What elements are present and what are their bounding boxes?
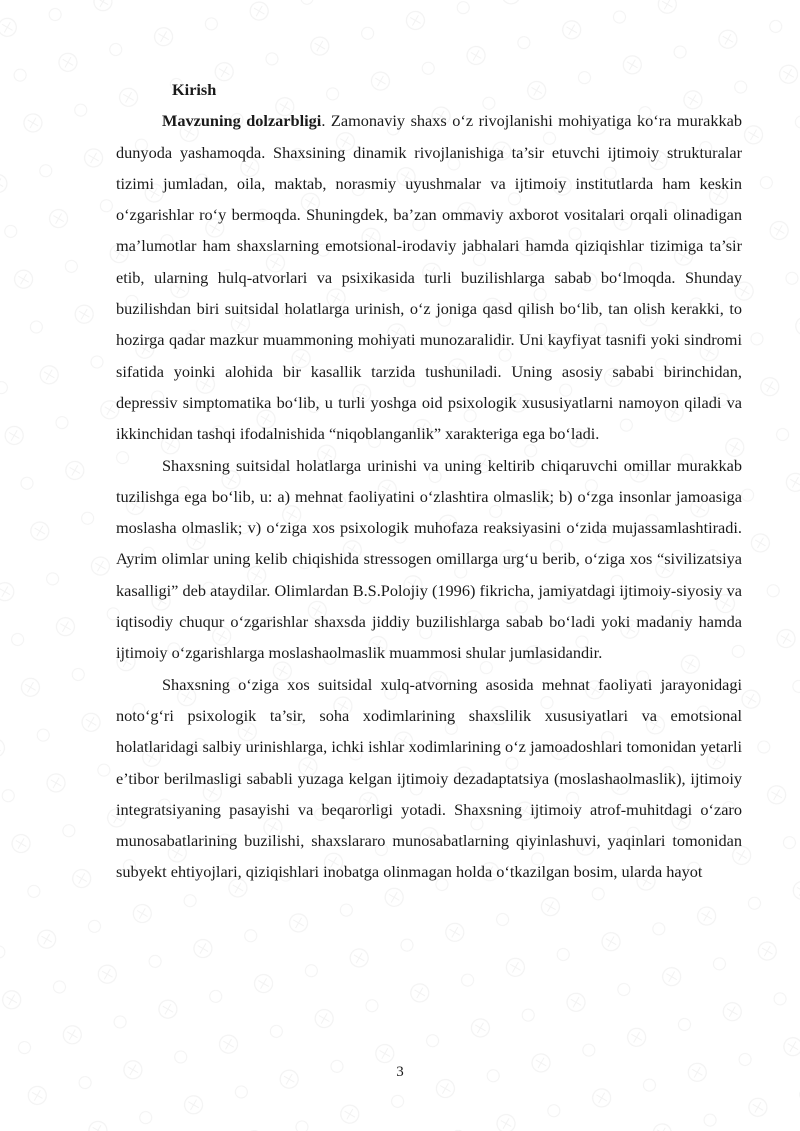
- page-number: 3: [396, 1064, 404, 1080]
- paragraph-3: Shaxsning o‘ziga xos suitsidal xulq-atvorning asosida mehnat faoliyati jarayonidagi noto‘g‘ri psixologik ta’sir, soha xodimlarining shaxslilik xususiyatlari va emotsional holatlaridagi salbiy urinishlarga, ichki ishlar xodimlarining o‘z jamoadoshlari tomonidan yetarli e’tibor berilmasligi sababli yuzaga kelgan ijtimoiy dezadaptatsiya (moslashaolmaslik), ijtimoiy integratsiyaning pasayishi va beqarorligi yotadi. Shaxsning ijtimoiy atrof-muhitdagi o‘zaro munosabatlarining buzilishi, shaxslararo munosabatlarning qiyinlashuvi, yaqinlari tomonidan subyekt ehtiyojlari, qiziqishlari inobatga olinmagan holda o‘tkazilgan bosim, ularda hayot: [116, 674, 742, 882]
- section-heading: Kirish: [172, 80, 217, 99]
- paragraph-2: Shaxsning suitsidal holatlarga urinishi va uning keltirib chiqaruvchi omillar murakkab tuzilishga ega bo‘lib, u: a) mehnat faoliyatini o‘zlashtira olmaslik; b) o‘zga insonlar jamoasiga moslasha olmaslik; v) o‘ziga xos psixologik muhofaza reaksiyasini o‘zida mujassamlashtiradi. Ayrim olimlar uning kelib chiqishida stressogen omillarga urg‘u berib, o‘ziga xos “sivilizatsiya kasalligi” deb ataydilar. Olimlardan B.S.Polojiy (1996) fikricha, jamiyatdagi ijtimoiy-siyosiy va iqtisodiy chuqur o‘zgarishlar shaxsda jiddiy buzilishlarga sabab bo‘ladi yoki madaniy hamda ijtimoiy o‘zgarishlarga moslashaolmaslik muammosi shular jumlasidandir.: [116, 455, 742, 663]
- document-page: [116, 74, 742, 888]
- paragraph-lead: Mavzuning dolzarbligi: [162, 111, 322, 131]
- paragraph-text: . Zamonaviy shaxs o‘z rivojlanishi mohiyatiga ko‘ra murakkab dunyoda yashamoqda. Shaxsining dinamik rivojlanishiga ta’sir etuvchi ijtimoiy strukturalar tizimi jumladan, oila, maktab, norasmiy uyushmalar va ijtimoiy institutlarda ham keskin o‘zgarishlar ro‘y bermoqda. Shuningdek, ba’zan ommaviy axborot vositalari orqali olinadigan ma’lumotlar ham shaxslarning emotsional-irodaviy jabhalari hamda qiziqishlar tizimiga ta’sir etib, ularning hulq-atvorlari va psixikasida turli buzilishlarga sabab bo‘lmoqda. Shunday buzilishdan biri suitsidal holatlarga urinish, o‘z joniga qasd qilish bo‘lib, tan olish kerakki, to hozirga qadar mazkur muammoning mohiyati munozaralidir. Uni kayfiyat tasnifi yoki sindromi sifatida yoinki alohida bir kasallik tarzida tushuniladi. Uning asosiy sababi birinchidan, depressiv simptomatika bo‘lib, u turli yoshga oid psixologik xususiyatlarni namoyon qiladi va ikkinchidan tashqi ifodalnishida “niqoblanganlik” xarakteriga ega bo‘ladi.: [116, 111, 743, 444]
- paragraph-1: [116, 105, 742, 449]
